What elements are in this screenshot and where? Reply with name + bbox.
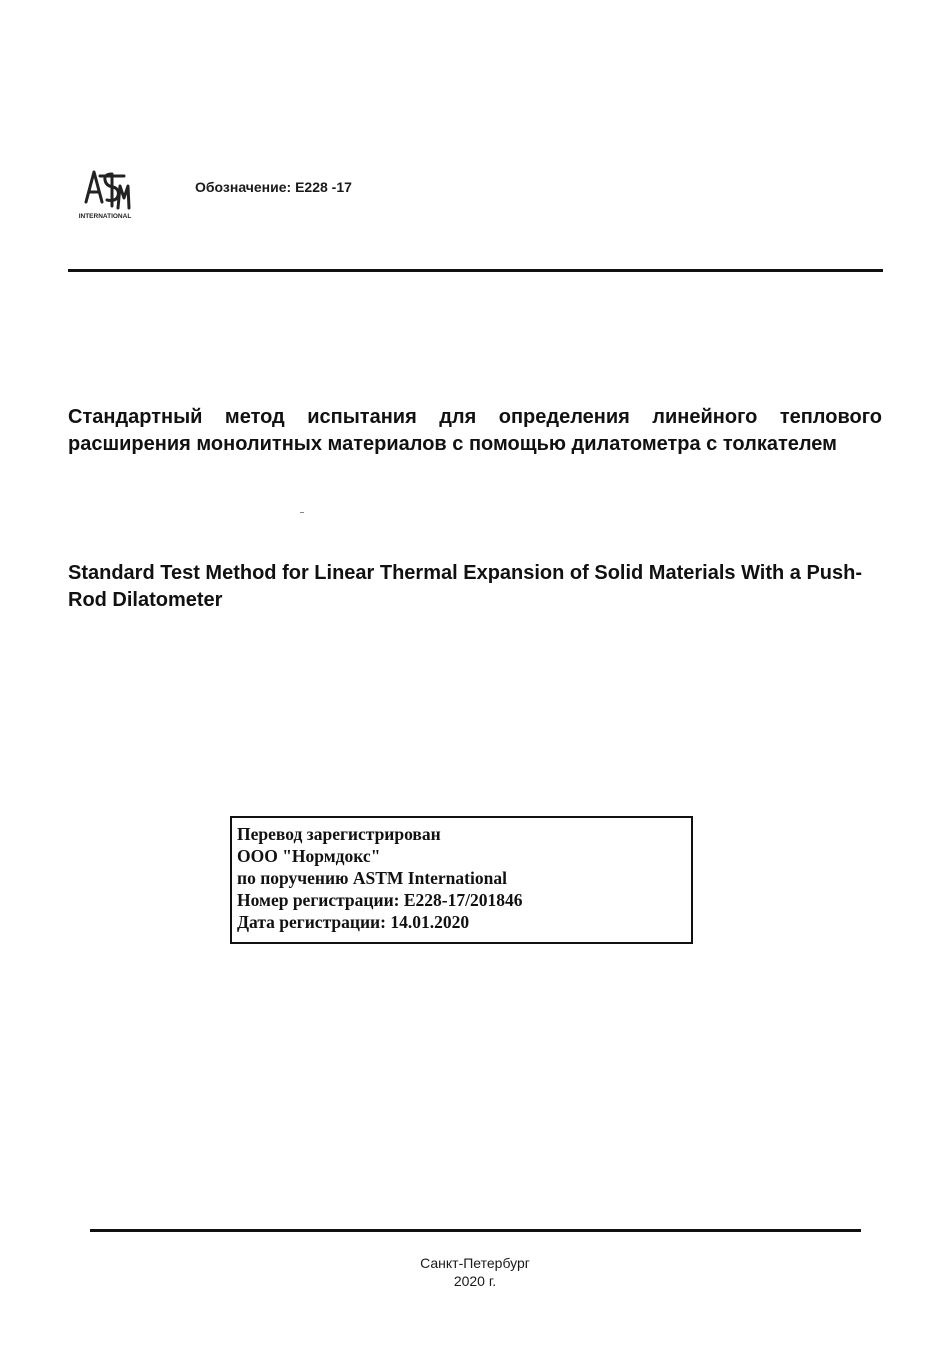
title-english: Standard Test Method for Linear Thermal Expansion of Solid Materials With a Push-Rod Dilatometer <box>68 562 862 611</box>
registration-line: Номер регистрации: E228-17/201846 <box>237 890 523 910</box>
footer-city: Санкт-Петербург <box>420 1255 530 1271</box>
registration-line: Дата регистрации: 14.01.2020 <box>237 912 470 932</box>
footer <box>0 1254 950 1290</box>
registration-line: ООО "Нормдокс" <box>237 846 381 866</box>
footer-divider <box>90 1229 861 1232</box>
logo-subtext: INTERNATIONAL <box>78 213 132 220</box>
footer-year: 2020 г. <box>453 1273 497 1289</box>
registration-line: Перевод зарегистрирован <box>237 824 441 844</box>
registration-line: по поручению ASTM International <box>237 868 507 888</box>
stray-mark <box>300 512 304 513</box>
title-russian: Стандартный метод испытания для определения линейного теплового расширения монолитных материалов с помощью дилатометра с толкателем <box>68 406 882 455</box>
document-designation: Обозначение: E228 -17 <box>195 179 352 195</box>
astm-logo <box>78 166 132 222</box>
registration-box <box>230 816 693 944</box>
header-divider <box>68 269 883 272</box>
